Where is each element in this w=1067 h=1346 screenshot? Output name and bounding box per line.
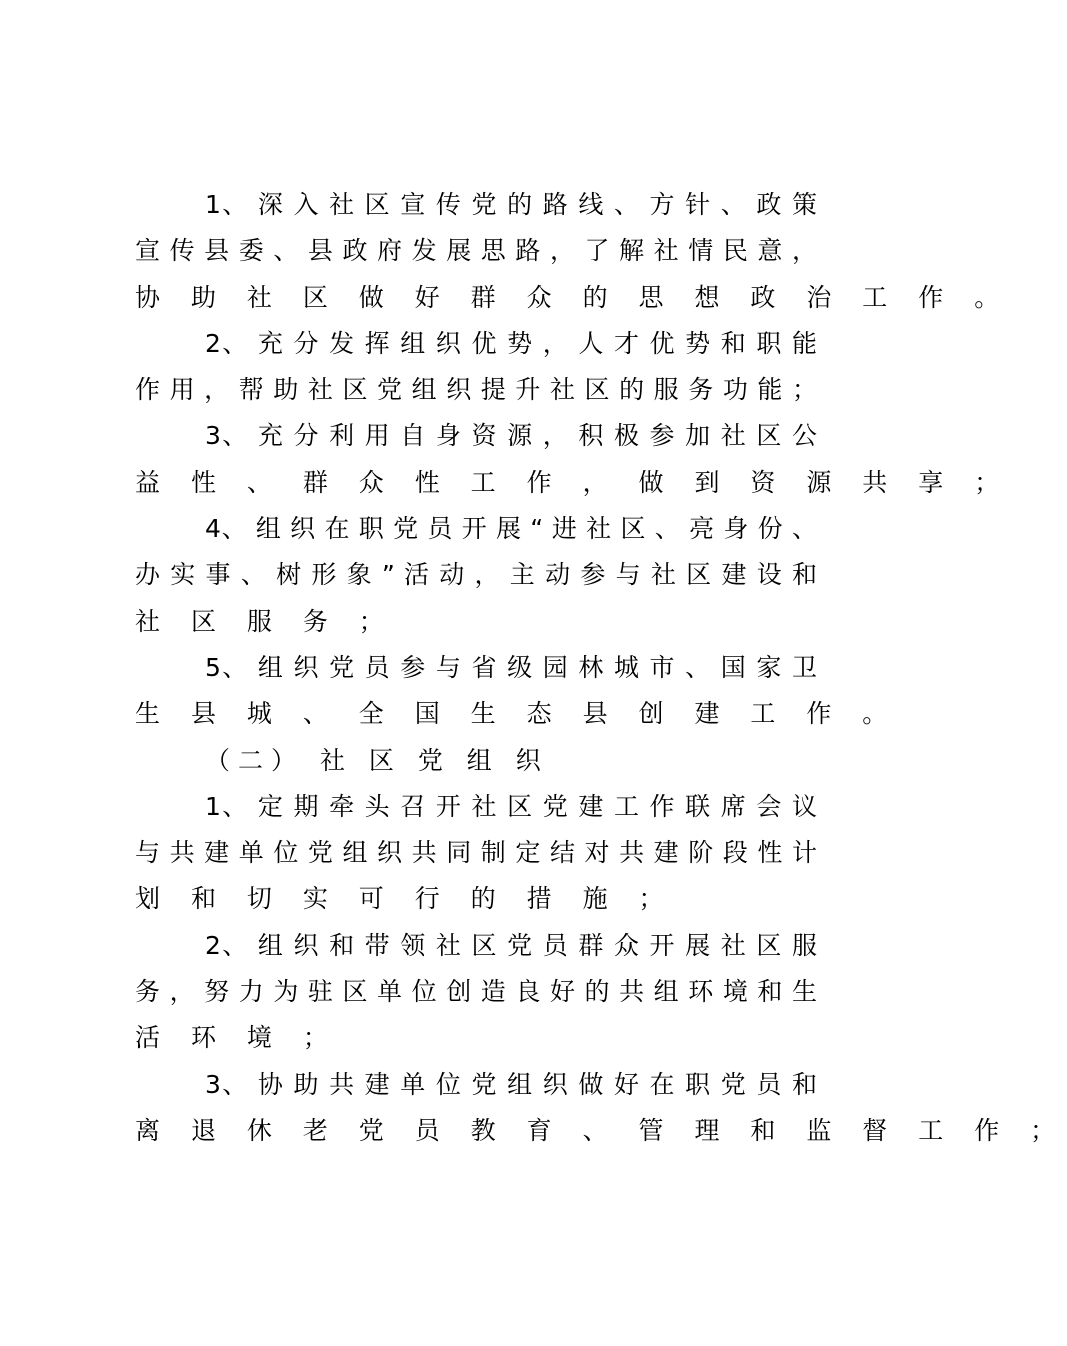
- text-line: 1、 定 期 牵 头 召 开 社 区 党 建 工 作 联 席 会 议: [205, 791, 817, 821]
- paragraph-item-1: [135, 182, 1011, 321]
- text-line: 2、 充 分 发 挥 组 织 优 势 ， 人 才 优 势 和 职 能: [205, 328, 817, 358]
- text-line: 宣 传 县 委 、 县 政 府 发 展 思 路 ， 了 解 社 情 民 意 ，: [135, 236, 817, 266]
- text-line: 协 助 社 区 做 好 群 众 的 思 想 政 治 工 作 。: [135, 282, 1011, 312]
- section-heading: （二） 社 区 党 组 织: [205, 745, 549, 775]
- paragraph-item-2: [135, 321, 817, 414]
- document-page: [135, 182, 1067, 1154]
- text-line: 社 区 服 务 ；: [135, 606, 396, 636]
- paragraph-item-3: [135, 413, 1011, 506]
- text-line: 益 性 、 群 众 性 工 作 ， 做 到 资 源 共 享 ；: [135, 467, 1011, 497]
- text-line: 4、 组 织 在 职 党 员 开 展 “ 进 社 区 、 亮 身 份 、: [205, 514, 817, 544]
- text-line: 2、 组 织 和 带 领 社 区 党 员 群 众 开 展 社 区 服: [205, 930, 817, 960]
- text-line: 3、 充 分 利 用 自 身 资 源 ， 积 极 参 加 社 区 公: [205, 421, 817, 451]
- paragraph-item-2-1: [135, 784, 817, 923]
- text-line: 与 共 建 单 位 党 组 织 共 同 制 定 结 对 共 建 阶 段 性 计: [135, 838, 817, 868]
- paragraph-item-4: [135, 506, 817, 645]
- text-line: 务 ， 努 力 为 驻 区 单 位 创 造 良 好 的 共 组 环 境 和 生: [135, 977, 817, 1007]
- text-line: 离 退 休 老 党 员 教 育 、 管 理 和 监 督 工 作 ；: [135, 1115, 1067, 1145]
- paragraph-item-2-3: [135, 1062, 1067, 1155]
- text-line: 作 用 ， 帮 助 社 区 党 组 织 提 升 社 区 的 服 务 功 能 ；: [135, 375, 817, 405]
- text-line: 5、 组 织 党 员 参 与 省 级 园 林 城 市 、 国 家 卫: [205, 652, 817, 682]
- text-line: 3、 协 助 共 建 单 位 党 组 织 做 好 在 职 党 员 和: [205, 1069, 817, 1099]
- text-line: 1、 深 入 社 区 宣 传 党 的 路 线 、 方 针 、 政 策: [205, 190, 817, 219]
- text-line: 活 环 境 ；: [135, 1023, 340, 1053]
- text-line: 生 县 城 、 全 国 生 态 县 创 建 工 作 。: [135, 699, 899, 729]
- paragraph-item-5: [135, 645, 899, 738]
- paragraph-item-2-2: [135, 923, 817, 1062]
- text-line: 办 实 事 、 树 形 象 ” 活 动 ， 主 动 参 与 社 区 建 设 和: [135, 560, 817, 590]
- text-line: 划 和 切 实 可 行 的 措 施 ；: [135, 884, 676, 914]
